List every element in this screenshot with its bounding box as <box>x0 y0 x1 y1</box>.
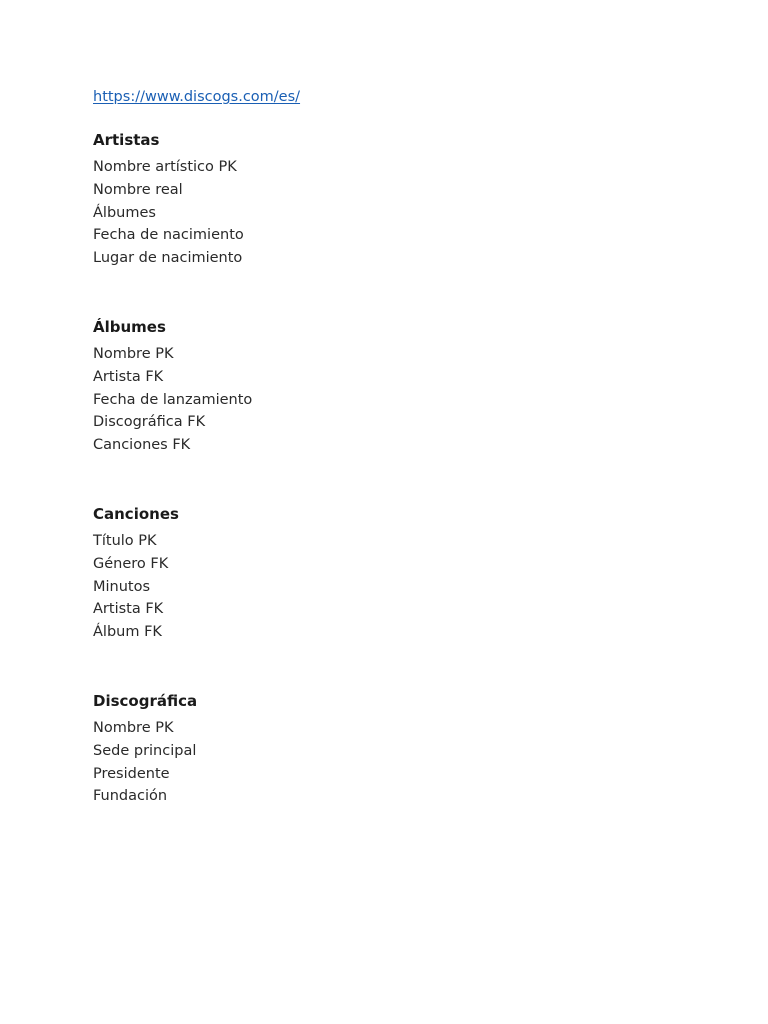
section-heading: Álbumes <box>93 317 166 336</box>
field-item: Fundación <box>93 788 168 805</box>
section-artistas <box>93 129 768 270</box>
field-item: Artista FK <box>93 601 164 618</box>
section-discografica <box>93 690 768 808</box>
field-item: Fecha de nacimiento <box>93 227 244 244</box>
field-item: Minutos <box>93 578 151 595</box>
field-list <box>93 530 768 644</box>
field-list <box>93 156 768 270</box>
field-item: Discográfica FK <box>93 414 206 431</box>
field-list <box>93 343 768 457</box>
section-heading: Canciones <box>93 504 179 523</box>
field-item: Lugar de nacimiento <box>93 250 243 267</box>
section-albumes <box>93 316 768 457</box>
field-item: Álbum FK <box>93 624 162 641</box>
field-item: Nombre real <box>93 181 183 198</box>
field-item: Álbumes <box>93 204 156 221</box>
field-item: Presidente <box>93 765 170 782</box>
section-canciones <box>93 503 768 644</box>
field-item: Canciones FK <box>93 437 191 454</box>
field-item: Nombre PK <box>93 719 174 736</box>
field-item: Nombre artístico PK <box>93 159 237 175</box>
field-item: Sede principal <box>93 742 197 759</box>
field-item: Género FK <box>93 555 169 572</box>
field-item: Fecha de lanzamiento <box>93 391 253 408</box>
discogs-link[interactable]: https://www.discogs.com/es/ <box>93 89 301 105</box>
section-heading: Discográfica <box>93 691 198 710</box>
field-item: Artista FK <box>93 368 164 385</box>
section-heading: Artistas <box>93 131 160 149</box>
field-item: Título PK <box>93 532 157 549</box>
field-list <box>93 717 768 808</box>
field-item: Nombre PK <box>93 345 174 362</box>
